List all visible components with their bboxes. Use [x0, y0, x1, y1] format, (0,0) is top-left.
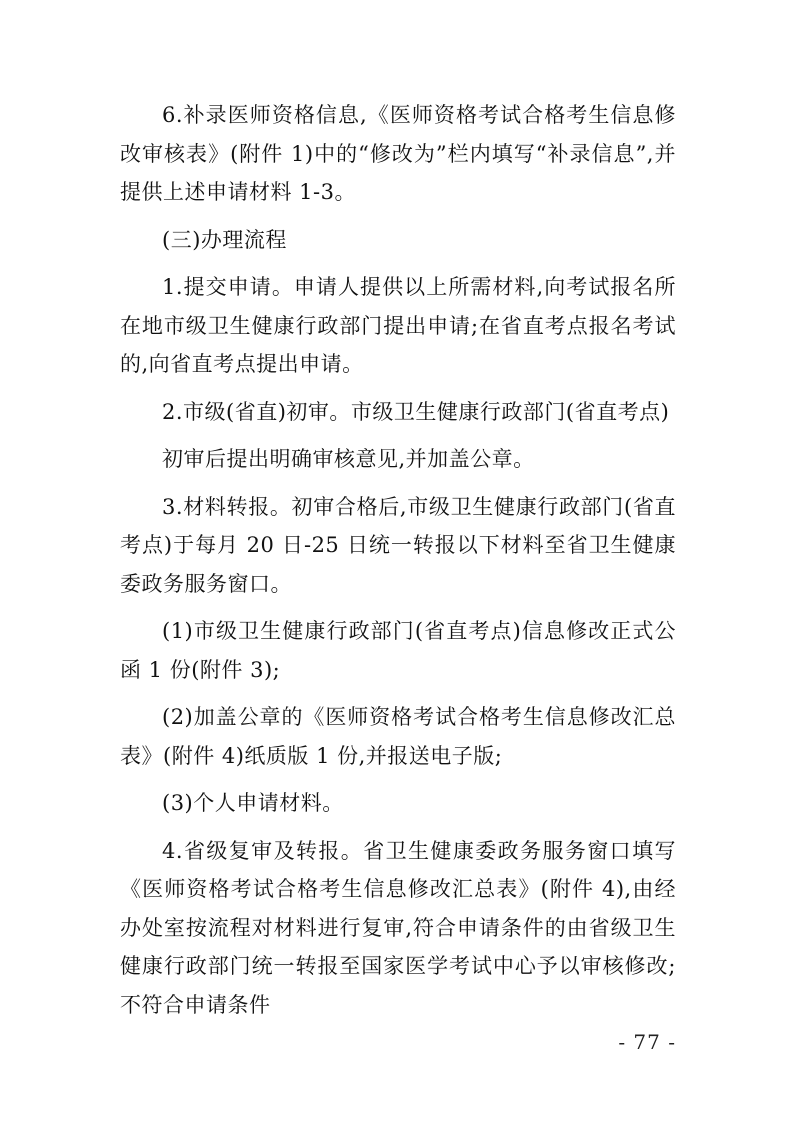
- list-item-personal-materials: (3)个人申请材料。: [162, 791, 344, 815]
- paragraph-provincial-review: 4.省级复审及转报。省卫生健康委政务服务窗口填写《医师资格考试合格考生信息修改汇总表》(附件 4),由经办处室按流程对材料进行复审,符合申请条件的由省级卫生健康行政部门统一转报至国家医学考试中心予以审核修改;不符合申请条件: [120, 838, 676, 1017]
- paragraph-material-transfer: 3.材料转报。初审合格后,市级卫生健康行政部门(省直考点)于每月 20 日-25 日统一转报以下材料至省卫生健康委政务服务窗口。: [120, 494, 676, 596]
- page-number: - 77 -: [618, 1030, 676, 1054]
- list-item-official-letter: (1)市级卫生健康行政部门(省直考点)信息修改正式公函 1 份(附件 3);: [120, 619, 676, 682]
- section-heading-procedure: (三)办理流程: [162, 227, 287, 252]
- list-item-summary-table: (2)加盖公章的《医师资格考试合格考生信息修改汇总表》(附件 4)纸质版 1 份,并报送电子版;: [120, 705, 676, 768]
- paragraph-submit-application: 1.提交申请。申请人提供以上所需材料,向考试报名所在地市级卫生健康行政部门提出申请;在省直考点报名考试的,向省直考点提出申请。: [120, 275, 676, 376]
- paragraph-review-opinion: 初审后提出明确审核意见,并加盖公章。: [162, 447, 535, 471]
- document-body: [120, 96, 676, 1033]
- paragraph-initial-review: 2.市级(省直)初审。市级卫生健康行政部门(省直考点): [162, 399, 670, 424]
- paragraph-supplement-info: 6.补录医师资格信息,《医师资格考试合格考生信息修改审核表》(附件 1)中的“修改为”栏内填写“补录信息”,并提供上述申请材料 1-3。: [120, 103, 676, 204]
